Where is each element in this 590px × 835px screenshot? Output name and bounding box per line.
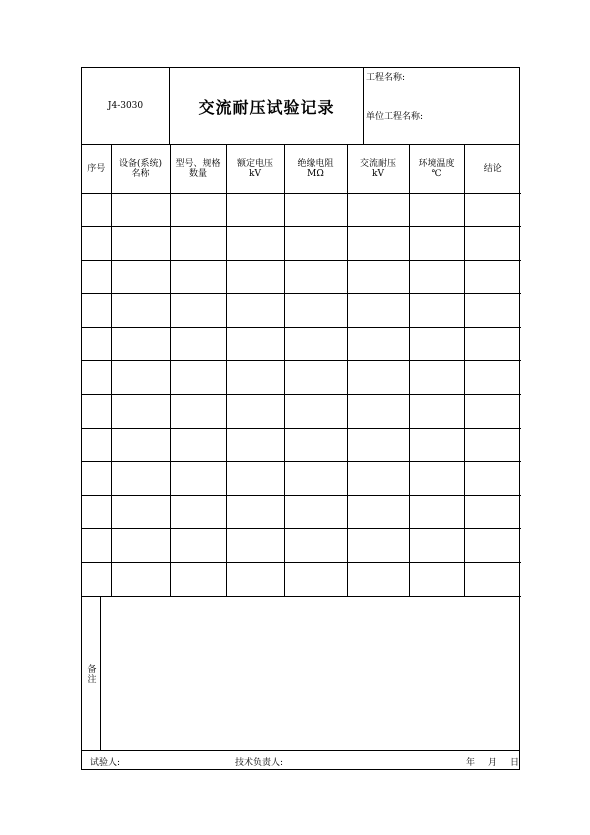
table-cell[interactable] [284, 529, 347, 563]
table-cell[interactable] [409, 495, 464, 529]
table-cell[interactable] [111, 294, 170, 328]
col-header-ac-withstand: 交流耐压 kV [347, 145, 409, 193]
column-header-row [82, 145, 521, 193]
table-cell[interactable] [284, 193, 347, 227]
col-header-ambient-temp: 环境温度 ℃ [409, 145, 464, 193]
table-cell[interactable] [347, 361, 409, 395]
table-cell[interactable] [284, 462, 347, 496]
table-cell[interactable] [82, 327, 111, 361]
col-header-device-name: 设备(系统) 名称 [111, 145, 170, 193]
table-cell[interactable] [82, 361, 111, 395]
col-header-rated-voltage: 额定电压 kV [226, 145, 284, 193]
table-cell[interactable] [284, 327, 347, 361]
table-cell[interactable] [347, 327, 409, 361]
table-cell[interactable] [347, 462, 409, 496]
table-cell[interactable] [170, 563, 226, 597]
table-cell[interactable] [409, 227, 464, 261]
table-cell[interactable] [409, 462, 464, 496]
table-cell[interactable] [464, 563, 521, 597]
table-cell[interactable] [347, 395, 409, 429]
table-row [82, 327, 521, 361]
table-cell[interactable] [409, 563, 464, 597]
table-row [82, 529, 521, 563]
table-cell[interactable] [284, 428, 347, 462]
table-cell[interactable] [464, 495, 521, 529]
form-code: J4-3030 [82, 68, 170, 144]
tech-lead-label: 技术负责人: [235, 758, 284, 768]
table-cell[interactable] [111, 193, 170, 227]
table-cell[interactable] [409, 361, 464, 395]
table-cell[interactable] [111, 395, 170, 429]
table-cell[interactable] [226, 227, 284, 261]
table-cell[interactable] [111, 529, 170, 563]
table-cell[interactable] [464, 327, 521, 361]
table-cell[interactable] [464, 462, 521, 496]
test-record-form [81, 67, 520, 770]
table-cell[interactable] [284, 395, 347, 429]
table-cell[interactable] [111, 563, 170, 597]
table-cell[interactable] [170, 327, 226, 361]
table-cell[interactable] [170, 495, 226, 529]
table-cell[interactable] [170, 227, 226, 261]
table-cell[interactable] [111, 495, 170, 529]
table-cell[interactable] [226, 395, 284, 429]
col-header-insulation-resistance: 绝缘电阻 MΩ [284, 145, 347, 193]
table-cell[interactable] [409, 428, 464, 462]
table-cell[interactable] [170, 294, 226, 328]
remarks-section [82, 596, 519, 751]
table-cell[interactable] [82, 529, 111, 563]
table-cell[interactable] [409, 193, 464, 227]
table-cell[interactable] [347, 260, 409, 294]
day-label: 日 [510, 758, 520, 768]
table-cell[interactable] [409, 529, 464, 563]
table-cell[interactable] [170, 395, 226, 429]
project-name-label: 工程名称: [366, 73, 406, 83]
table-cell[interactable] [347, 563, 409, 597]
table-cell[interactable] [111, 260, 170, 294]
unit-project-name-label: 单位工程名称: [366, 112, 424, 122]
table-cell[interactable] [347, 227, 409, 261]
record-table [82, 145, 521, 597]
table-cell[interactable] [170, 193, 226, 227]
table-cell[interactable] [284, 563, 347, 597]
table-cell[interactable] [82, 462, 111, 496]
table-cell[interactable] [347, 193, 409, 227]
table-cell[interactable] [284, 294, 347, 328]
table-cell[interactable] [226, 294, 284, 328]
table-cell[interactable] [226, 563, 284, 597]
table-row [82, 227, 521, 261]
table-cell[interactable] [111, 327, 170, 361]
tester-label: 试验人: [90, 758, 121, 768]
table-cell[interactable] [464, 529, 521, 563]
table-cell[interactable] [409, 395, 464, 429]
table-cell[interactable] [347, 428, 409, 462]
table-cell[interactable] [82, 395, 111, 429]
table-cell[interactable] [226, 428, 284, 462]
table-row [82, 428, 521, 462]
table-cell[interactable] [347, 529, 409, 563]
table-cell[interactable] [170, 361, 226, 395]
table-row [82, 260, 521, 294]
table-cell[interactable] [347, 294, 409, 328]
remarks-field[interactable] [101, 597, 519, 750]
table-cell[interactable] [170, 428, 226, 462]
table-cell[interactable] [170, 260, 226, 294]
table-cell[interactable] [464, 395, 521, 429]
form-header [82, 68, 519, 145]
table-cell[interactable] [284, 227, 347, 261]
table-row [82, 395, 521, 429]
col-header-index: 序号 [82, 145, 111, 193]
year-label: 年 [466, 758, 476, 768]
table-cell[interactable] [82, 193, 111, 227]
table-cell[interactable] [226, 327, 284, 361]
table-cell[interactable] [226, 529, 284, 563]
table-cell[interactable] [226, 260, 284, 294]
form-title: 交流耐压试验记录 [170, 68, 364, 144]
table-cell[interactable] [284, 260, 347, 294]
table-cell[interactable] [82, 227, 111, 261]
table-cell[interactable] [226, 462, 284, 496]
table-cell[interactable] [111, 428, 170, 462]
table-cell[interactable] [82, 563, 111, 597]
table-row [82, 563, 521, 597]
table-cell[interactable] [111, 462, 170, 496]
table-cell[interactable] [82, 260, 111, 294]
table-cell[interactable] [347, 495, 409, 529]
table-cell[interactable] [82, 428, 111, 462]
table-cell[interactable] [82, 495, 111, 529]
table-cell[interactable] [464, 193, 521, 227]
table-row [82, 193, 521, 227]
table-cell[interactable] [464, 227, 521, 261]
table-cell[interactable] [464, 294, 521, 328]
table-cell[interactable] [170, 462, 226, 496]
table-cell[interactable] [111, 227, 170, 261]
date-labels [466, 755, 519, 768]
month-label: 月 [488, 758, 498, 768]
table-row [82, 294, 521, 328]
table-cell[interactable] [284, 495, 347, 529]
table-cell[interactable] [464, 260, 521, 294]
remarks-label: 备注 [82, 597, 101, 750]
table-cell[interactable] [409, 294, 464, 328]
table-cell[interactable] [226, 193, 284, 227]
col-header-model-spec: 型号、规格 数量 [170, 145, 226, 193]
table-row [82, 495, 521, 529]
table-cell[interactable] [82, 294, 111, 328]
table-cell[interactable] [226, 361, 284, 395]
table-cell[interactable] [170, 529, 226, 563]
table-cell[interactable] [464, 428, 521, 462]
table-cell[interactable] [111, 361, 170, 395]
table-cell[interactable] [284, 361, 347, 395]
table-cell[interactable] [464, 361, 521, 395]
table-cell[interactable] [226, 495, 284, 529]
signature-footer [82, 751, 519, 769]
col-header-conclusion: 结论 [464, 145, 521, 193]
table-row [82, 361, 521, 395]
table-cell[interactable] [409, 260, 464, 294]
table-cell[interactable] [409, 327, 464, 361]
table-row [82, 462, 521, 496]
